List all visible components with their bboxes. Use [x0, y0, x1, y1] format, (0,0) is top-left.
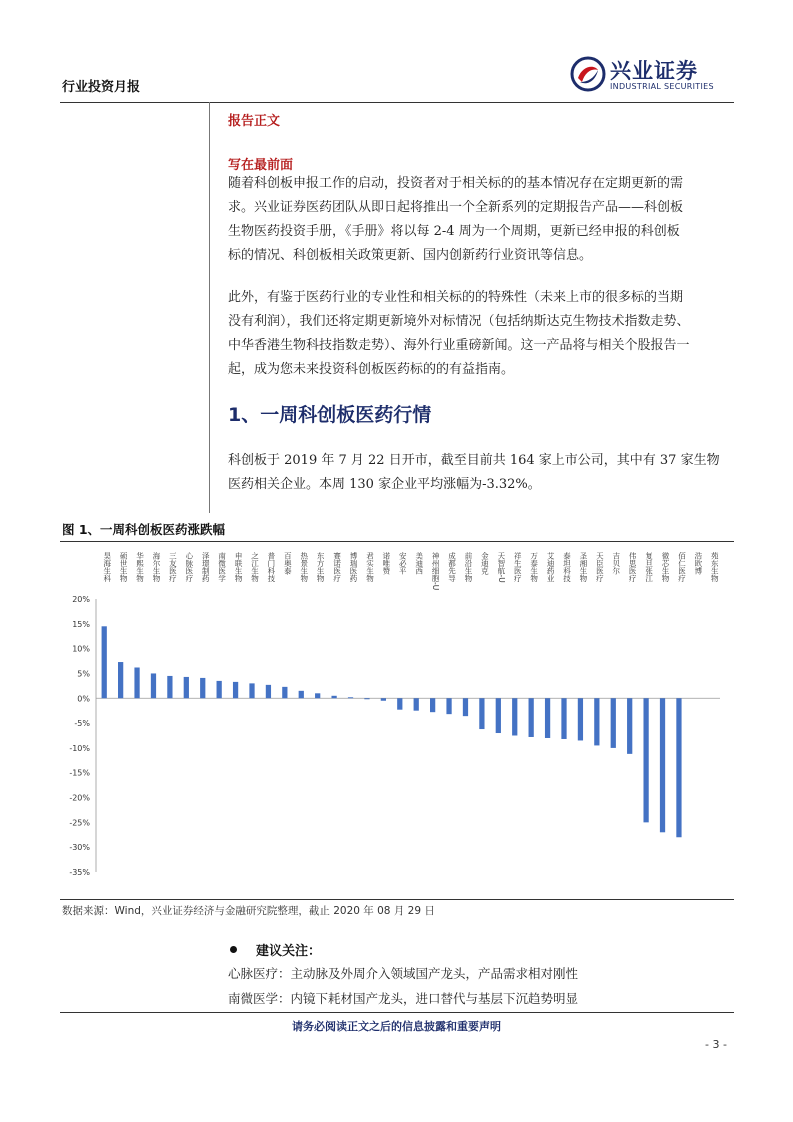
category-label: 普门科技	[266, 552, 276, 582]
y-tick-label: -35%	[69, 868, 90, 877]
category-label: 申联生物	[234, 552, 244, 582]
bar	[397, 698, 402, 709]
bar	[167, 676, 172, 698]
bar	[249, 683, 254, 698]
bar	[381, 698, 386, 700]
market-paragraph	[228, 449, 738, 497]
bar	[594, 698, 599, 745]
category-label: 诺唯赞	[381, 552, 391, 575]
bar	[118, 662, 123, 698]
category-label: 南微医学	[217, 552, 227, 582]
category-label: 热景生物	[299, 552, 309, 582]
bar	[463, 698, 468, 716]
category-label: 泰坦科技	[562, 552, 572, 582]
category-label: 安必平	[398, 552, 408, 575]
page-number: - 3 -	[705, 1038, 727, 1051]
recommend-item: 南微医学：内镜下耗材国产龙头，进口替代与基层下沉趋势明显	[228, 991, 579, 1006]
intro-paragraph	[228, 172, 738, 268]
section-label: 报告正文	[228, 114, 281, 129]
category-label: 苑东生物	[710, 552, 720, 582]
bar	[364, 698, 369, 699]
category-label: 金迪克	[480, 552, 490, 575]
text-line: 生物医药投资手册，《手册》将以每 2-4 周为一个周期，更新已经申报的科创板	[228, 224, 680, 239]
bar	[282, 687, 287, 698]
bar-chart	[60, 542, 734, 898]
category-label: 艾迪药业	[546, 552, 556, 582]
bar	[627, 698, 632, 754]
category-label: 佰仁医疗	[677, 552, 687, 582]
category-label: 伟思医疗	[628, 552, 638, 582]
category-label: 浩欧博	[693, 552, 703, 575]
intro-title: 写在最前面	[228, 158, 294, 173]
category-label: 之江生物	[250, 552, 260, 582]
bar	[578, 698, 583, 740]
category-label: 万泰生物	[529, 552, 539, 582]
y-tick-label: 10%	[72, 644, 90, 654]
logo-text-cn: 兴业证券	[610, 59, 698, 83]
bar	[331, 696, 336, 698]
text-line: 科创板于 2019 年 7 月 22 日开市，截至目前共 164 家上市公司，其中有 37 家生物	[228, 453, 720, 468]
category-label: 百奥泰	[283, 552, 293, 575]
bar	[184, 677, 189, 698]
bar	[529, 698, 534, 737]
footer-divider	[60, 1012, 734, 1013]
y-tick-label: -10%	[69, 743, 90, 753]
bullet-icon	[230, 946, 237, 953]
y-tick-label: 0%	[77, 694, 90, 704]
bar	[217, 681, 222, 698]
category-label: 吉贝尔	[611, 552, 621, 575]
category-label: 硕世生物	[119, 552, 129, 582]
bar	[134, 667, 139, 698]
category-label: 美迪西	[414, 552, 424, 575]
bar	[561, 698, 566, 739]
recommend-item: 心脉医疗：主动脉及外周介入领域国产龙头，产品需求相对刚性	[228, 966, 579, 981]
category-label: 天臣医疗	[595, 552, 605, 582]
bar	[200, 678, 205, 698]
y-tick-label: -20%	[69, 793, 90, 803]
category-label: 东方生物	[316, 552, 326, 582]
category-label: 三友医疗	[168, 552, 178, 582]
category-label: 成都先导	[447, 552, 457, 582]
recommend-title: 建议关注：	[256, 944, 322, 959]
category-label: 心脉医疗	[184, 552, 194, 582]
logo-text-en: INDUSTRIAL SECURITIES	[610, 82, 714, 91]
left-margin-rule	[209, 102, 210, 513]
category-label: 赛诺医疗	[332, 552, 342, 582]
disclaimer: 请务必阅读正文之后的信息披露和重要声明	[292, 1020, 501, 1033]
figure-title: 图 1、一周科创板医药涨跌幅	[62, 522, 226, 537]
second-paragraph	[228, 286, 738, 382]
data-source: 数据来源：Wind，兴业证券经济与金融研究院整理，截止 2020 年 08 月 29 日	[62, 905, 435, 917]
bar	[643, 698, 648, 822]
bar	[233, 682, 238, 698]
company-logo	[570, 54, 740, 94]
y-tick-label: -15%	[69, 768, 90, 778]
y-tick-label: 20%	[72, 595, 90, 604]
bar	[266, 685, 271, 698]
bar	[102, 626, 107, 698]
bar	[479, 698, 484, 729]
bar	[315, 693, 320, 698]
text-line: 没有利润），我们还将定期更新境外对标情况（包括纳斯达克生物技术指数走势、	[228, 314, 690, 329]
bar	[299, 691, 304, 698]
bar	[676, 698, 681, 837]
text-line: 求。兴业证券医药团队从即日起将推出一个全新系列的定期报告产品——科创板	[228, 200, 684, 215]
category-label: 祥生医疗	[513, 552, 523, 582]
text-line: 医药相关企业。本周 130 家企业平均涨幅为-3.32%。	[228, 477, 541, 492]
y-tick-label: 15%	[72, 619, 90, 629]
text-line: 起，成为您未来投资科创板医药标的的有益指南。	[228, 362, 515, 377]
bar	[512, 698, 517, 735]
y-tick-label: -25%	[69, 818, 90, 828]
header-divider	[60, 102, 734, 103]
figure-bottom-rule	[60, 899, 734, 900]
section-heading: 1、一周科创板医药行情	[228, 404, 432, 426]
report-type-label: 行业投资月报	[62, 80, 141, 95]
category-label: 博瑞医药	[349, 552, 359, 582]
y-tick-label: 5%	[77, 669, 90, 679]
text-line: 标的情况、科创板相关政策更新、国内创新药行业资讯等信息。	[228, 248, 593, 263]
category-label: 昊海生科	[102, 552, 112, 582]
bar	[496, 698, 501, 733]
category-label: 泽璟制药	[201, 552, 211, 582]
bar	[660, 698, 665, 832]
text-line: 中华香港生物科技指数走势）、海外行业重磅新闻。这一产品将与相关个股报告一	[228, 338, 690, 353]
category-label: 前沿生物	[463, 552, 473, 582]
bar	[446, 698, 451, 714]
category-label: 圣湘生物	[578, 552, 588, 582]
category-label: 君实生物	[365, 552, 375, 582]
bar	[430, 698, 435, 712]
bar	[151, 673, 156, 698]
category-label: 海尔生物	[151, 552, 161, 582]
y-tick-label: -30%	[69, 843, 90, 853]
bar	[348, 697, 353, 698]
bar	[611, 698, 616, 748]
category-label: 华熙生物	[135, 552, 145, 582]
y-tick-label: -5%	[74, 719, 90, 729]
category-label: 神州细胞-U	[431, 552, 441, 591]
category-label: 微芯生物	[661, 552, 671, 582]
bar	[414, 698, 419, 710]
bar	[545, 698, 550, 738]
category-label: 复旦张江	[644, 552, 654, 582]
text-line: 此外，有鉴于医药行业的专业性和相关标的的特殊性（未来上市的很多标的当期	[228, 290, 684, 305]
category-label: 天智航-U	[496, 552, 506, 583]
text-line: 随着科创板申报工作的启动，投资者对于相关标的的基本情况存在定期更新的需	[228, 176, 684, 191]
logo-icon	[570, 56, 606, 92]
